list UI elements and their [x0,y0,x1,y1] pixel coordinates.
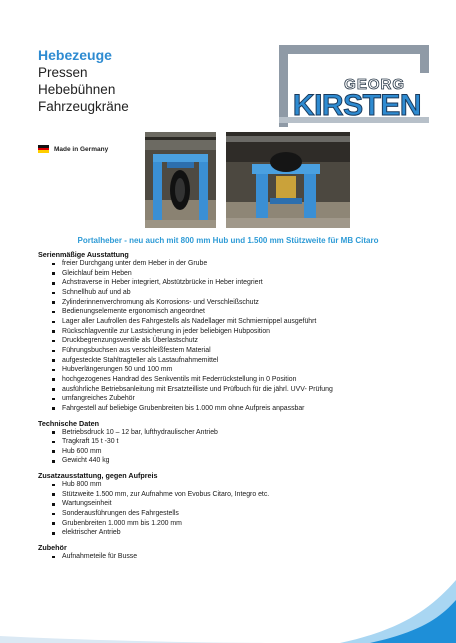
made-in-label: Made in Germany [54,145,109,153]
list-item: Achstraverse in Heber integriert, Abstützbrücke in Heber integriert [52,278,418,288]
section-title-technical-data: Technische Daten [38,418,99,428]
bullet-icon [52,282,55,285]
bullet-icon [52,503,55,506]
list-item: Aufnahmeteile für Busse [52,552,418,562]
bullet-icon [52,522,55,525]
bullet-icon [52,369,55,372]
logo-main-text: KIRSTEN [292,89,422,122]
logo-top-text: GEORG [344,76,405,93]
bullet-icon [52,431,55,434]
list-item: Rückschlagventile zur Lastsicherung in jeder beliebigen Hubposition [52,327,418,337]
bullet-icon [52,388,55,391]
list-item: Grubenbreiten 1.000 mm bis 1.200 mm [52,519,418,529]
list-item: Gewicht 440 kg [52,456,418,466]
list-item: Fahrgestell auf beliebige Grubenbreiten bis 1.000 mm ohne Aufpreis anpassbar [52,404,418,414]
bullet-icon [52,441,55,444]
list-item: Wartungseinheit [52,499,418,509]
germany-flag-icon [38,145,49,153]
technical-data-list [52,428,418,467]
list-item: Bedienungselemente ergonomisch angeordnet [52,307,418,317]
list-item: Hubverlängerungen 50 und 100 mm [52,365,418,375]
bullet-icon [52,378,55,381]
list-item: Sonderausführungen des Fahrgestells [52,509,418,519]
bullet-icon [52,398,55,401]
list-item: freier Durchgang unter dem Heber in der Grube [52,259,418,269]
section-title-accessories: Zubehör [38,543,67,553]
list-item: Stützweite 1.500 mm, zur Aufnahme von Evobus Citaro, Integro etc. [52,490,418,500]
made-in-germany [38,145,108,153]
list-item: Gleichlauf beim Heben [52,269,418,279]
list-item: Führungsbuchsen aus verschleißfestem Material [52,346,418,356]
spec-body [38,250,418,562]
list-item: umfangreiches Zubehör [52,394,418,404]
list-item: Hub 800 mm [52,480,418,490]
bullet-icon [52,301,55,304]
bullet-icon [52,484,55,487]
list-item: aufgesteckte Stahltragteller als Lastaufnahmemittel [52,356,418,366]
bottom-wave-decoration [0,560,456,643]
bullet-icon [52,330,55,333]
bullet-icon [52,321,55,324]
kirsten-logo [277,43,433,129]
bullet-icon [52,556,55,559]
bullet-icon [52,532,55,535]
list-item: Hub 600 mm [52,447,418,457]
section-title-optional-equipment: Zusatzausstattung, gegen Aufpreis [38,471,158,481]
list-item: Lager aller Laufrollen des Fahrgestells als Nadellager mit Schmiernippel ausgeführt [52,317,418,327]
bullet-icon [52,292,55,295]
bullet-icon [52,311,55,314]
list-item: ausführliche Betriebsanleitung mit Ersatzteilliste und Prüfbuch für die jährl. UVV- Prüfung [52,385,418,395]
bullet-icon [52,272,55,275]
list-item: Betriebsdruck 10 – 12 bar, lufthydraulischer Antrieb [52,428,418,438]
list-item: Zylinderinnenverchromung als Korrosions- und Verschleißschutz [52,298,418,308]
bullet-icon [52,350,55,353]
photo-caption: Portalheber - neu auch mit 800 mm Hub und 1.500 mm Stützweite für MB Citaro [77,236,379,245]
header-line-lifts: Hebebühnen [38,82,116,97]
bullet-icon [52,263,55,266]
header-block [38,46,129,115]
section-title-standard-equipment: Serienmäßige Ausstattung [38,250,129,259]
list-item: Schnellhub auf und ab [52,288,418,298]
header-line-presses: Pressen [38,65,88,80]
bullet-icon [52,340,55,343]
bullet-icon [52,460,55,463]
header-title: Hebezeuge [38,47,112,63]
bullet-icon [52,450,55,453]
list-item: hochgezogenes Handrad des Senkventils mit Federrückstellung in 0 Position [52,375,418,385]
photo-portal-lift-front [145,132,216,228]
photo-portal-lift-pit [226,132,350,228]
bullet-icon [52,407,55,410]
bullet-icon [52,359,55,362]
bullet-icon [52,493,55,496]
optional-equipment-list [52,480,418,538]
standard-equipment-list [52,259,418,414]
list-item: Druckbegrenzungsventile als Überlastschutz [52,336,418,346]
list-item: Tragkraft 15 t -30 t [52,437,418,447]
bullet-icon [52,513,55,516]
header-line-cranes: Fahrzeugkräne [38,99,129,114]
list-item: elektrischer Antrieb [52,528,418,538]
